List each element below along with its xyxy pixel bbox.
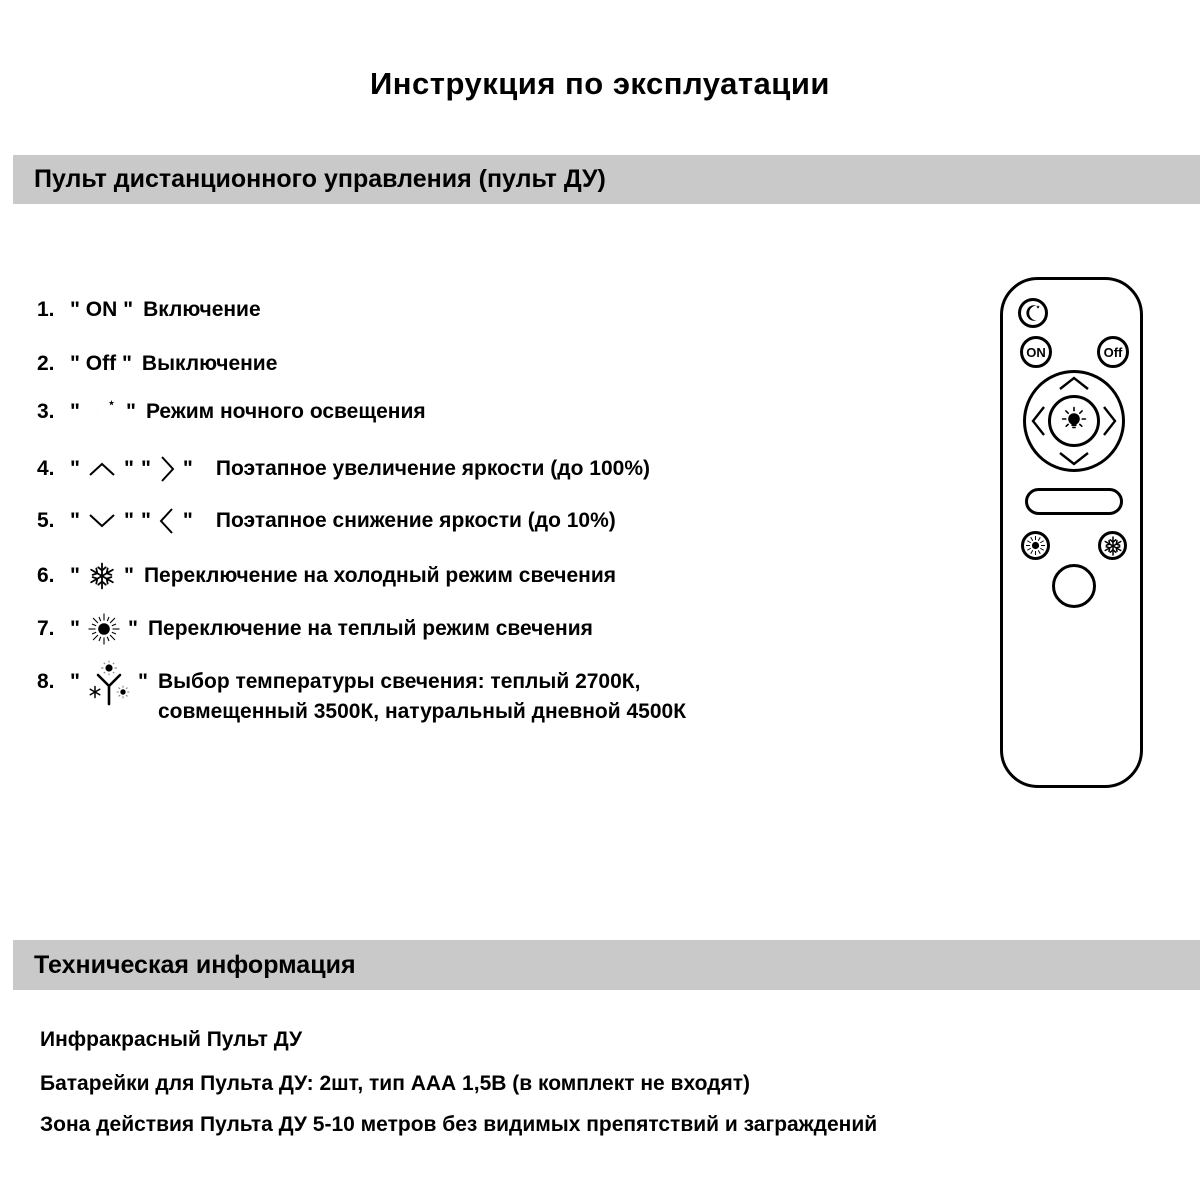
- tech-info-line: Батарейки для Пульта ДУ: 2шт, тип ААА 1,5В (в комплект не входят): [40, 1072, 751, 1095]
- tech-info-line: Зона действия Пульта ДУ 5-10 метров без видимых препятствий и заграждений: [40, 1113, 878, 1136]
- sun-warm-mode-icon: [87, 612, 121, 646]
- list-item-warm-mode: [37, 614, 593, 644]
- item-label-line2: совмещенный 3500К, натуральный дневной 4500К: [157, 700, 687, 723]
- night-mode-button: [1018, 298, 1048, 328]
- quote-mark: ": [125, 400, 136, 423]
- list-item-on: [37, 295, 261, 325]
- on-button-label: ON: [1026, 344, 1046, 360]
- dpad-left-chevron-icon: [1030, 403, 1046, 439]
- quote-mark: ": [127, 617, 138, 640]
- section-header-remote: [13, 155, 1200, 204]
- quote-mark: ": [137, 670, 148, 693]
- item-label: Переключение на холодный режим свечения: [143, 564, 616, 587]
- moon-icon: [1023, 303, 1043, 323]
- quote-mark: ": [182, 457, 193, 480]
- on-button: [1020, 336, 1052, 368]
- list-item-cold-mode: [37, 561, 616, 591]
- quote-mark: ": [70, 457, 80, 480]
- wide-pill-button: [1025, 488, 1123, 515]
- dpad-right-chevron-icon: [1102, 403, 1118, 439]
- snowflake-icon: [1102, 535, 1124, 557]
- item-number: 6.: [37, 564, 55, 587]
- quote-mark: ": [182, 509, 193, 532]
- dpad-center-button: [1048, 395, 1100, 447]
- quote-mark: ": [70, 617, 80, 640]
- section-header-tech: [13, 940, 1200, 990]
- cold-mode-button: [1098, 531, 1127, 560]
- item-number: 4.: [37, 457, 55, 480]
- quote-mark: ": [123, 564, 134, 587]
- quote-mark: ": [123, 509, 134, 532]
- light-bulb-icon: [1059, 406, 1089, 436]
- quote-mark: ": [70, 400, 80, 423]
- quote-mark: ": [140, 509, 151, 532]
- dpad-up-chevron-icon: [1056, 375, 1092, 391]
- item-label: Режим ночного освещения: [145, 400, 426, 423]
- warm-mode-button: [1021, 531, 1050, 560]
- section-header-tech-label: Техническая информация: [34, 950, 356, 979]
- snowflake-cold-mode-icon: [87, 561, 117, 591]
- item-number: 3.: [37, 400, 55, 423]
- item-label: Переключение на теплый режим свечения: [147, 617, 593, 640]
- list-item-temperature-select: [37, 667, 686, 727]
- list-item-night-mode: [37, 397, 426, 427]
- quote-mark: ": [70, 670, 80, 693]
- item-label: Поэтапное снижение яркости (до 10%): [215, 509, 616, 532]
- quote-mark: ": [70, 564, 80, 587]
- temperature-select-icon: [87, 660, 131, 706]
- chevron-down-icon: [87, 512, 117, 530]
- item-label: [158, 667, 686, 727]
- moon-night-mode-icon: [87, 397, 119, 427]
- off-button: [1097, 336, 1129, 368]
- item-number: 7.: [37, 617, 55, 640]
- item-number: 2.: [37, 352, 55, 375]
- list-item-brightness-up: [37, 454, 650, 484]
- list-item-brightness-down: [37, 506, 616, 536]
- item-key: " ON ": [70, 298, 134, 321]
- remote-control-illustration: [1000, 277, 1143, 788]
- round-bottom-button: [1052, 564, 1096, 608]
- chevron-left-icon: [158, 506, 176, 536]
- item-number: 1.: [37, 298, 55, 321]
- page-title: Инструкция по эксплуатации: [370, 66, 830, 101]
- item-key: " Off ": [70, 352, 132, 375]
- quote-mark: ": [70, 509, 80, 532]
- item-number: 5.: [37, 509, 55, 532]
- off-button-label: Off: [1103, 344, 1123, 360]
- quote-mark: ": [123, 457, 134, 480]
- warm-sun-icon: [1025, 535, 1046, 556]
- item-number: 8.: [37, 670, 55, 693]
- tech-info-line: Инфракрасный Пульт ДУ: [40, 1028, 303, 1051]
- chevron-right-icon: [158, 454, 176, 484]
- item-label-line1: Выбор температуры свечения: теплый 2700К,: [157, 670, 641, 693]
- chevron-up-icon: [87, 460, 117, 478]
- dpad-down-chevron-icon: [1056, 451, 1092, 467]
- item-label: Включение: [143, 298, 261, 321]
- list-item-off: [37, 349, 277, 379]
- quote-mark: ": [140, 457, 151, 480]
- item-label: Выключение: [141, 352, 278, 375]
- section-header-remote-label: Пульт дистанционного управления (пульт ДУ): [34, 165, 606, 193]
- item-label: Поэтапное увеличение яркости (до 100%): [215, 457, 650, 480]
